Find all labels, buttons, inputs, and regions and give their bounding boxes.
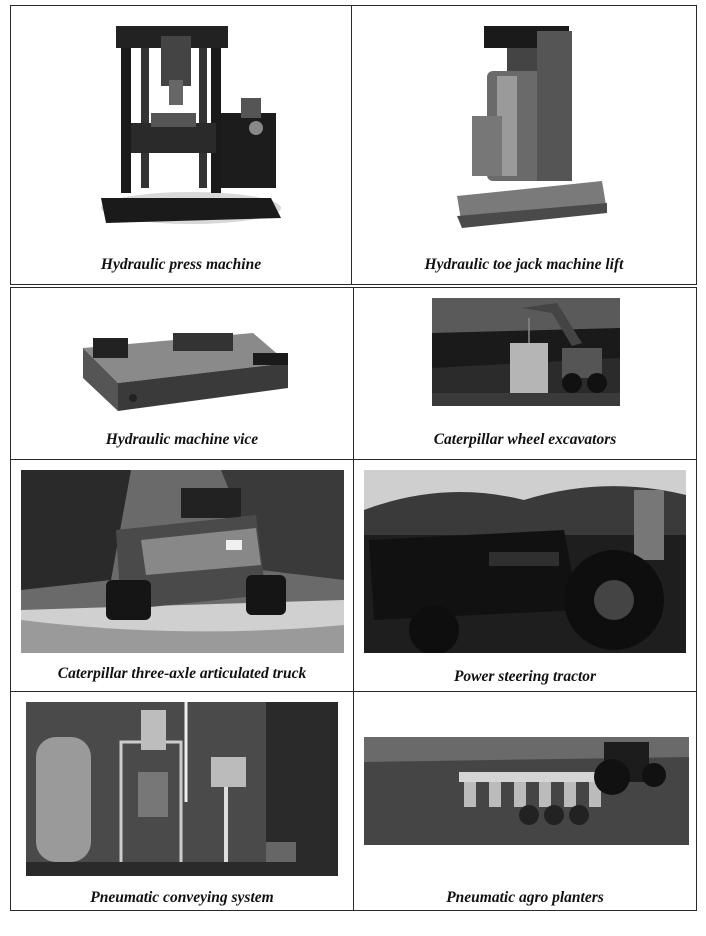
- cell-wheel-excavators: [353, 287, 697, 461]
- caption-agro-planters: Pneumatic agro planters: [446, 889, 604, 906]
- cell-hydraulic-press: [10, 5, 352, 285]
- machine-vice-photo: [73, 313, 293, 413]
- articulated-truck-photo: [21, 470, 344, 653]
- caption-pneumatic-conveying: Pneumatic conveying system: [90, 889, 274, 906]
- cell-machine-vice: [10, 287, 354, 461]
- tractor-photo: [364, 470, 686, 653]
- cell-toe-jack: [351, 5, 697, 285]
- caption-power-steering-tractor: Power steering tractor: [453, 668, 597, 685]
- cell-agro-planters: [353, 691, 697, 911]
- caption-articulated-truck: Caterpillar three-axle articulated truck: [57, 665, 307, 682]
- toe-jack-photo: [452, 21, 612, 231]
- agro-planters-photo: [364, 737, 689, 845]
- cell-power-steering-tractor: [353, 459, 697, 692]
- cell-articulated-truck: [10, 459, 354, 692]
- pneumatic-conveying-photo: [26, 702, 338, 876]
- caption-wheel-excavators: Caterpillar wheel excavators: [433, 431, 617, 448]
- wheel-excavator-photo: [432, 298, 620, 406]
- caption-hydraulic-press: Hydraulic press machine: [100, 256, 262, 273]
- caption-toe-jack: Hydraulic toe jack machine lift: [424, 256, 624, 273]
- cell-pneumatic-conveying: [10, 691, 354, 911]
- cat-logo: [226, 540, 242, 550]
- hydraulic-press-photo: [91, 18, 286, 230]
- caption-machine-vice: Hydraulic machine vice: [105, 431, 259, 448]
